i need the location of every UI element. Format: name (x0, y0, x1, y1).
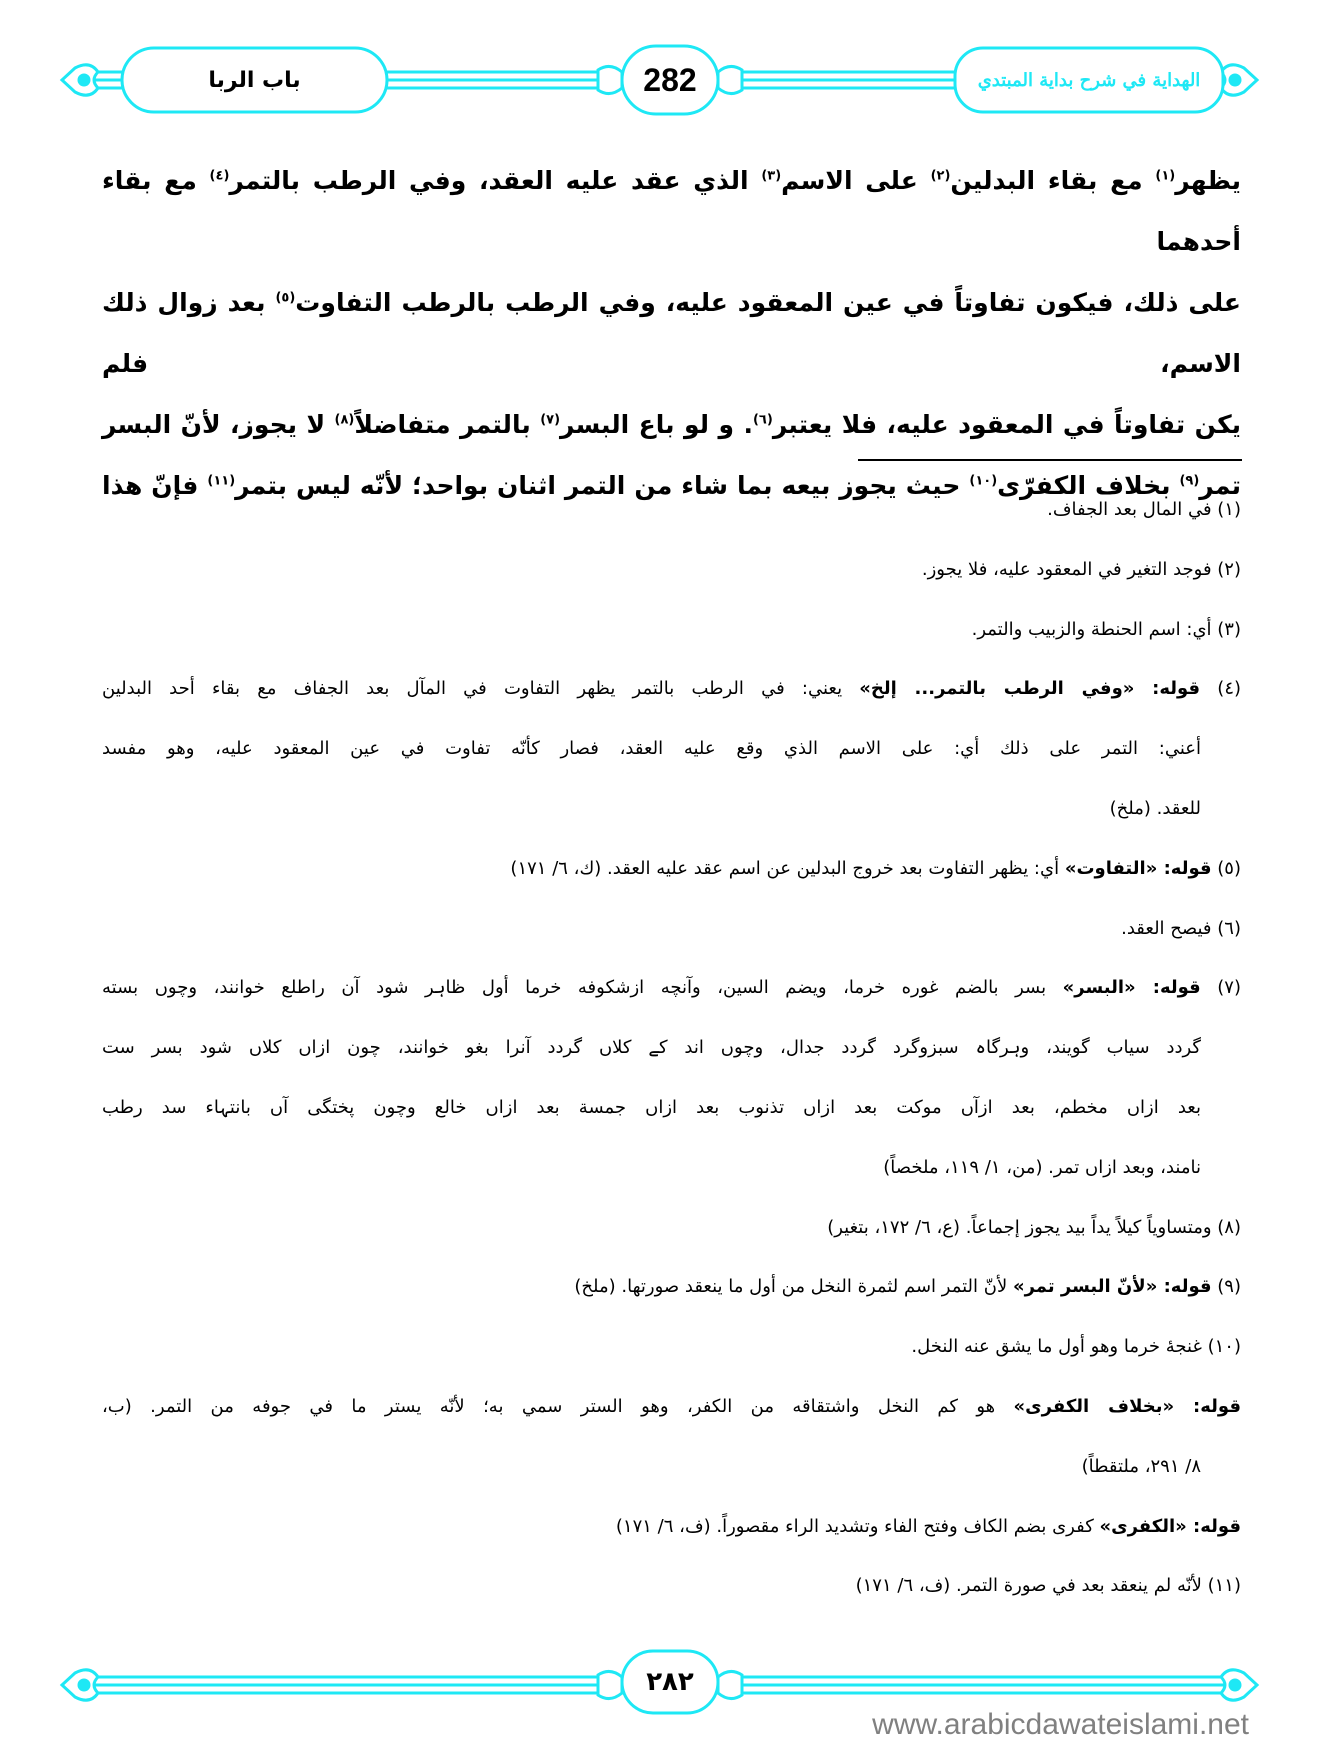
body-text: مع بقاء أحدهما (102, 166, 1241, 256)
footnote-text: لأنّ التمر اسم لثمرة النخل من أول ما ينعقد صورتها. (ملخ) (574, 1276, 1013, 1298)
body-text: يكن تفاوتاً في المعقود عليه، فلا يعتبر (772, 410, 1242, 439)
footnote-text: (٨) ومتساوياً كيلاً يداً بيد يجوز إجماعاً. (ع، ٦/ ١٧٢، بتغير) (827, 1216, 1241, 1238)
footnote-text: (٤) (1200, 678, 1242, 700)
footnote-quote: قوله: «التفاوت» (1064, 857, 1212, 879)
footnote-line (102, 958, 1241, 1018)
book-title-logo: الهداية في شرح بداية المبتدي (977, 69, 1201, 91)
body-text: بالتمر متفاضلاً (354, 410, 541, 439)
body-text: مع بقاء البدلين (950, 166, 1156, 195)
footnote-ref[interactable]: (٩) (1179, 473, 1200, 489)
body-text: على ذلك، فيكون تفاوتاً في عين المعقود عليه، وفي الرطب بالرطب التفاوت (295, 288, 1241, 317)
footnote-text: (٥) (1211, 857, 1241, 879)
footnote-text: للعقد. (ملخ) (1109, 797, 1201, 819)
footnote-ref[interactable]: (٤) (209, 168, 230, 184)
page-number-header: 282 (643, 61, 697, 98)
footnote-text: يعني: في الرطب بالتمر يظهر التفاوت في المآل بعد الجفاف مع بقاء أحد البدلين (102, 678, 860, 700)
footnote-line (102, 1317, 1241, 1377)
body-text: على الاسم (781, 166, 931, 195)
footnote-text: نامند، وبعد ازاں تمر. (من، ١/ ١١٩، ملخصاً) (883, 1156, 1201, 1178)
footnote-ref[interactable]: (٧) (540, 412, 561, 428)
footnote-text: (٦) فيصح العقد. (1121, 917, 1241, 939)
body-text: بخلاف الكفرّى (997, 471, 1180, 500)
footnote-text: ٨/ ٢٩١، ملتقطاً) (1081, 1455, 1201, 1477)
footnote-line (102, 1497, 1241, 1557)
body-text: . و لو باع البسر (560, 410, 753, 439)
body-line (102, 394, 1241, 455)
footnote-text: (١١) لأنّه لم ينعقد بعد في صورة التمر. (ف، ٦/ ١٧١) (855, 1575, 1241, 1597)
footnote-line (102, 1198, 1241, 1258)
footnote-text: (٩) (1211, 1276, 1241, 1298)
footnote-line (102, 540, 1241, 600)
footnote-text: گردد سیاب گویند، وہرگاہ سبزوگرد گردد جدال، وچوں اند کے کلاں گردد آنرا بغو خوانند، چون ازاں کلاں شود بسر ست (102, 1037, 1201, 1059)
footnote-ref[interactable]: (١) (1155, 168, 1176, 184)
footnote-text: بعد ازاں مخطم، بعد ازآں موکت بعد ازاں تذنوب بعد ازاں جمسة بعد ازاں خالع وچون پختگی آں بانتہاء سد رطب (102, 1096, 1201, 1118)
footnote-quote: قوله: «البسر» (1062, 977, 1201, 999)
footnote-ref[interactable]: (٨) (334, 412, 355, 428)
body-text: لا يجوز، لأنّ البسر (102, 410, 335, 439)
page-number-footer: ٢٨٢ (646, 1667, 694, 1697)
website-url[interactable]: www.arabicdawateislami.net (872, 1708, 1249, 1741)
body-text: فإنّ هذا (102, 471, 208, 500)
footnote-text: بسر بالضم غوره خرما، ويضم السين، وآنچه ازشكوفه خرما أول ظاہر شود آن راطلع خوانند، وچوں بسته (102, 977, 1063, 999)
footnote-ref[interactable]: (٣) (761, 168, 782, 184)
footnote-line (102, 1377, 1241, 1437)
footnote-text: (٢) فوجد التغير في المعقود عليه، فلا يجوز. (921, 558, 1241, 580)
body-line (102, 272, 1241, 394)
footnote-text: (٣) أي: اسم الحنطة والزبيب والتمر. (971, 618, 1241, 640)
footnote-text: (٧) (1200, 977, 1241, 999)
footnote-ref[interactable]: (١١) (207, 473, 236, 489)
footnote-line (102, 1018, 1241, 1078)
footnote-quote: قوله: «وفي الرطب بالتمر... إلخ» (859, 678, 1201, 700)
body-text: يظهر (1175, 166, 1242, 195)
footnote-ref[interactable]: (٢) (930, 168, 951, 184)
body-line (102, 150, 1241, 272)
footnote-line (102, 839, 1241, 899)
footnote-line (102, 1437, 1241, 1497)
footnote-quote: قوله: «الكفرى» (1099, 1515, 1241, 1537)
body-text: حيث يجوز بيعه بما شاء من التمر اثنان بواحد؛ لأنّه ليس بتمر (235, 471, 970, 500)
footnote-ref[interactable]: (٦) (752, 412, 773, 428)
footnote-line (102, 719, 1241, 779)
footnote-line (102, 899, 1241, 959)
footnote-text: كفرى بضم الكاف وفتح الفاء وتشديد الراء مقصوراً. (ف، ٦/ ١٧١) (615, 1515, 1100, 1537)
main-text (102, 150, 1241, 516)
footnote-line (102, 1078, 1241, 1138)
footnote-text: هو كم النخل واشتقاقه من الكفر، وهو الستر سمي به؛ لأنّه يستر ما في جوفه من التمر. (ب، (102, 1395, 1014, 1417)
footnote-line (102, 480, 1241, 540)
footnote-line (102, 1138, 1241, 1198)
footnote-separator (858, 459, 1242, 461)
footnote-line (102, 779, 1241, 839)
footnote-text: أي: يظهر التفاوت بعد خروج البدلين عن اسم عقد عليه العقد. (ك، ٦/ ١٧١) (510, 857, 1065, 879)
body-text: بعد زوال ذلك الاسم، فلم (102, 288, 1241, 378)
chapter-title: باب الربا (208, 67, 301, 93)
footnote-line (102, 1257, 1241, 1317)
footnote-text: (١٠) غنجهٔ خرما وهو أول ما يشق عنه النخل. (911, 1336, 1241, 1358)
footnote-line (102, 1556, 1241, 1616)
footnote-quote: قوله: «لأنّ البسر تمر» (1012, 1276, 1212, 1298)
footnote-text: أعني: التمر على ذلك أي: على الاسم الذي وقع عليه العقد، فصار كأنّه تفاوت في عين المعقود عليه، وهو مفسد (102, 738, 1201, 760)
body-text: الذي عقد عليه العقد، وفي الرطب بالتمر (229, 166, 762, 195)
footnote-quote: قوله: «بخلاف الكفرى» (1013, 1395, 1241, 1417)
footnote-ref[interactable]: (٥) (275, 290, 296, 306)
footnote-ref[interactable]: (١٠) (969, 473, 998, 489)
footnotes (102, 480, 1241, 1616)
footnote-text: (١) في المال بعد الجفاف. (1047, 499, 1241, 520)
footnote-line (102, 659, 1241, 719)
footnote-line (102, 600, 1241, 660)
body-text: تمر (1199, 471, 1241, 500)
